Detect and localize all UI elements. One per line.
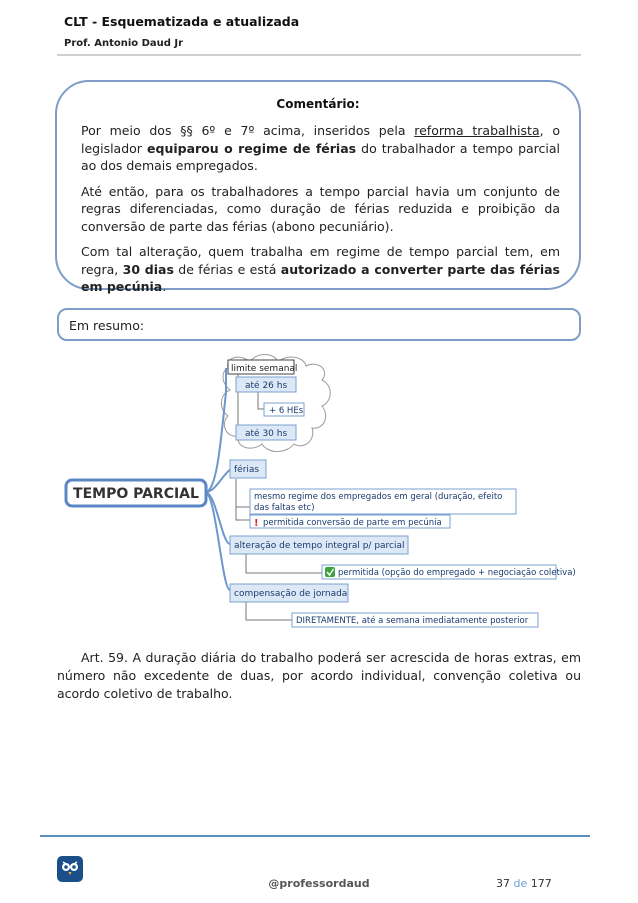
footer-divider [40,835,590,837]
mindmap-diagram [60,352,580,638]
comment-paragraph-1: Por meio dos §§ 6º e 7º acima, inseridos pela reforma trabalhista, o legislador equiparou o regime de férias do trabalhador a tempo parcial ao dos demais empregados. [81,123,561,173]
root-label: TEMPO PARCIAL [73,486,199,502]
author-name: Prof. Antonio Daud Jr [64,38,184,49]
comment-paragraph-3: Com tal alteração, quem trabalha em regime de tempo parcial tem, em regra, 30 dias de férias e está autorizado a converter parte das férias em pecúnia. [81,244,560,294]
svg-text:das faltas etc): das faltas etc) [254,503,315,513]
svg-text:permitida (opção do empregado: permitida (opção do empregado + negociação coletiva) [338,568,576,578]
svg-text:DIRETAMENTE, até a semana imed: DIRETAMENTE, até a semana imediatamente posterior [296,616,529,626]
svg-text:limite semanal: limite semanal [231,364,298,374]
footer-handle: @professordaud [268,877,370,890]
svg-text:permitida conversão de parte e: permitida conversão de parte em pecúnia [263,518,442,528]
comment-title: Comentário: [276,97,360,111]
document-title: CLT - Esquematizada e atualizada [64,14,300,29]
svg-text:compensação de jornada: compensação de jornada [234,589,348,599]
comment-paragraph-2: Até então, para os trabalhadores a tempo parcial havia um conjunto de regras diferenciadas, como duração de férias reduzida e proibição da conversão de parte das férias (abono pecuniário). [81,183,560,234]
svg-text:alteração de tempo integral p/: alteração de tempo integral p/ parcial [234,541,405,551]
summary-label: Em resumo: [69,318,145,333]
page-header [64,14,299,49]
svg-text:até 30 hs: até 30 hs [245,429,288,439]
comment-body [81,122,560,296]
svg-text:férias: férias [234,465,260,475]
svg-text:+ 6 HEs: + 6 HEs [269,406,304,416]
article-59: Art. 59. A duração diária do trabalho poderá ser acrescida de horas extras, em número não excedente de duas, por acordo individual, convenção coletiva ou acordo coletivo de trabalho. [57,650,581,701]
comment-box [55,80,581,294]
reforma-link[interactable]: reforma trabalhista [414,123,540,138]
svg-text:até 26 hs: até 26 hs [245,381,288,391]
page-number: 37 de 177 [496,877,552,890]
header-divider [57,54,581,56]
svg-text:!: ! [254,518,259,529]
summary-box [57,308,581,341]
svg-text:mesmo regime dos empregados em: mesmo regime dos empregados em geral (duração, efeito [254,492,503,502]
